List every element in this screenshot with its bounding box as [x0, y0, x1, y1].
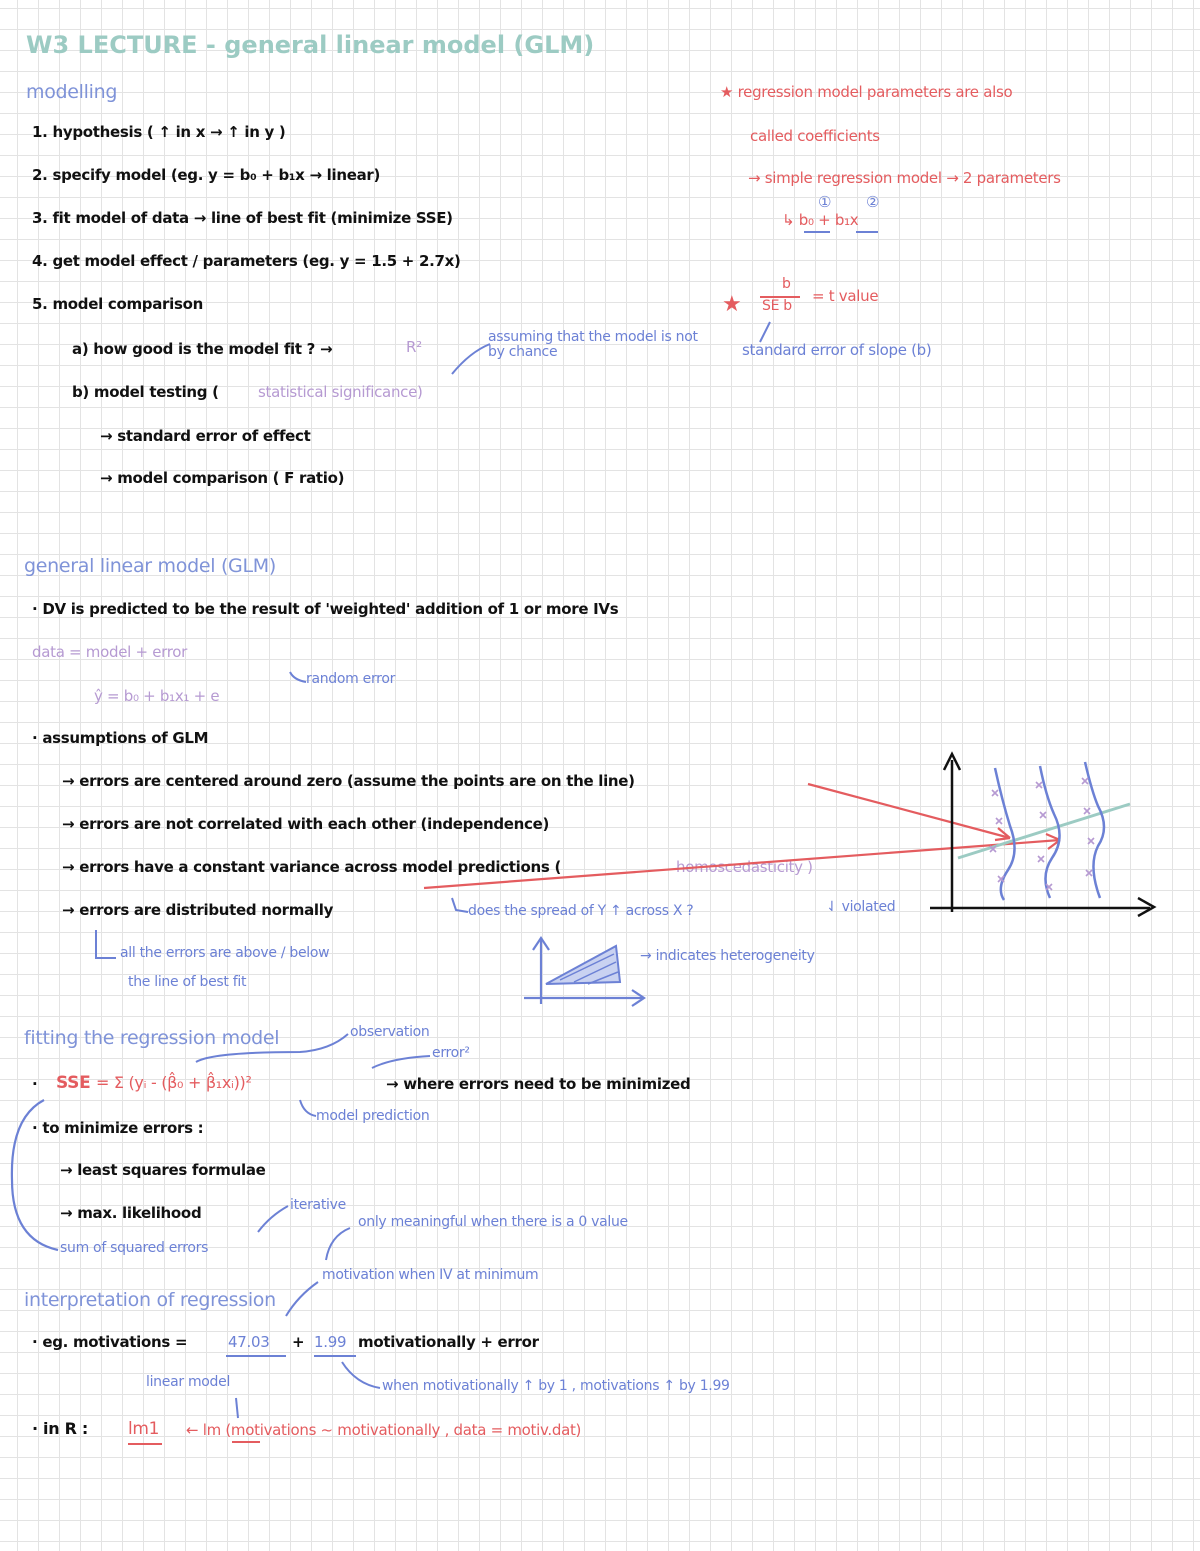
residuals-graph: [930, 754, 1154, 916]
variance-arrow: [424, 840, 1060, 888]
t-value: = t value: [812, 287, 879, 305]
bracket-note-1: all the errors are above / below: [120, 945, 330, 961]
iterative-connector: [258, 1206, 288, 1232]
plus-sign: +: [292, 1333, 305, 1351]
normal-bracket: [96, 930, 116, 958]
r-code-lm: ← lm (motivations ~ motivationally , data = motiv.dat): [186, 1421, 582, 1439]
se-slope-note: standard error of slope (b): [742, 341, 932, 359]
left-bracket: [12, 1100, 58, 1250]
heterogeneity-note: → indicates heterogeneity: [640, 948, 815, 964]
step-5: 5. model comparison: [32, 295, 204, 313]
sse-bullet: ·: [32, 1075, 38, 1093]
prediction-connector: [300, 1100, 316, 1116]
error-squared-note: error²: [432, 1045, 470, 1061]
minimize-heading: · to minimize errors :: [32, 1119, 204, 1137]
error-squared-connector: [372, 1056, 430, 1068]
step-1: 1. hypothesis ( ↑ in x → ↑ in y ): [32, 123, 286, 141]
observation-note: observation: [350, 1024, 430, 1040]
page-title: W3 LECTURE - general linear model (GLM): [26, 31, 595, 59]
zero-value-note: only meaningful when there is a 0 value: [358, 1214, 628, 1230]
zero-connector: [326, 1228, 350, 1260]
step-4: 4. get model effect / parameters (eg. y = 1.5 + 2.7x): [32, 252, 461, 270]
b0-b1x: ↳ b₀ + b₁x: [782, 211, 859, 229]
fitting-heading: fitting the regression model: [24, 1027, 280, 1049]
assumption-2: → errors are not correlated with each other (independence): [62, 815, 550, 833]
bracket-note-2: the line of best fit: [128, 974, 247, 990]
lm-connector: [236, 1398, 238, 1418]
assumption-1: → errors are centered around zero (assume the points are on the line): [62, 772, 635, 790]
assumptions-heading: · assumptions of GLM: [32, 729, 209, 747]
assumption-3: → errors have a constant variance across model predictions (: [62, 858, 562, 876]
heterogeneity-mini-graph: [524, 938, 644, 1006]
step-3: 3. fit model of data → line of best fit (minimize SSE): [32, 209, 453, 227]
centered-arrow: [808, 784, 1010, 838]
f-ratio-bullet: → model comparison ( F ratio): [100, 469, 345, 487]
assuming-connector: [452, 344, 490, 374]
r-prefix: · in R :: [32, 1419, 88, 1438]
comparison-b: b) model testing (: [72, 383, 219, 401]
data-model-error: data = model + error: [32, 643, 188, 661]
violated-note: ⇃ violated: [826, 899, 896, 915]
random-error-note: random error: [306, 671, 396, 687]
step-2: 2. specify model (eg. y = b₀ + b₁x → linear): [32, 166, 381, 184]
sse-label: SSE: [56, 1073, 91, 1093]
random-error-connector: [290, 672, 306, 682]
max-likelihood: → max. likelihood: [60, 1204, 202, 1222]
spread-bracket: [452, 898, 468, 912]
homoscedasticity: homoscedasticity ): [676, 858, 813, 876]
slope-value: 1.99: [314, 1333, 347, 1351]
sse-formula: = Σ (yᵢ - (β̂₀ + β̂₁xᵢ))²: [96, 1073, 252, 1092]
observation-connector: [196, 1034, 348, 1062]
minimum-connector: [286, 1282, 318, 1316]
assumption-4: → errors are distributed normally: [62, 901, 334, 919]
statistical-significance: statistical significance): [258, 383, 423, 401]
slope-connector: [342, 1362, 380, 1388]
coefficients-note-2: called coefficients: [750, 127, 880, 145]
regression-eq-prefix: · eg. motivations =: [32, 1333, 188, 1351]
coefficients-note-1: ★ regression model parameters are also: [720, 83, 1013, 101]
regression-eq-suffix: motivationally + error: [358, 1333, 539, 1351]
slope-interpretation-note: when motivationally ↑ by 1 , motivations ↑ by 1.99: [382, 1378, 730, 1394]
spread-note: does the spread of Y ↑ across X ?: [468, 903, 694, 919]
minimum-note: motivation when IV at minimum: [322, 1267, 539, 1283]
modelling-heading: modelling: [26, 81, 118, 103]
r-object-lm1: lm1: [128, 1419, 160, 1439]
glm-heading: general linear model (GLM): [24, 555, 276, 577]
parameters-note: → simple regression model → 2 parameters: [748, 169, 1061, 187]
fraction-top: b: [782, 276, 791, 292]
standard-error-bullet: → standard error of effect: [100, 427, 311, 445]
model-prediction-note: model prediction: [316, 1108, 430, 1124]
circled-two: ②: [866, 193, 880, 211]
least-squares: → least squares formulae: [60, 1161, 266, 1179]
intercept-value: 47.03: [228, 1333, 270, 1351]
glm-bullet-1: · DV is predicted to be the result of 'weighted' addition of 1 or more IVs: [32, 600, 619, 618]
sse-note: → where errors need to be minimized: [386, 1075, 691, 1093]
fraction-bottom: SE b: [762, 298, 792, 314]
star-icon: ★: [722, 292, 742, 317]
se-connector: [760, 322, 770, 342]
linear-model-note: linear model: [146, 1374, 231, 1390]
interpretation-heading: interpretation of regression: [24, 1289, 276, 1311]
circled-one: ①: [818, 193, 832, 211]
sum-squared-note: sum of squared errors: [60, 1240, 209, 1256]
iterative-note: iterative: [290, 1197, 346, 1213]
glm-equation: ŷ = b₀ + b₁x₁ + e: [94, 687, 220, 705]
comparison-a: a) how good is the model fit ? →: [72, 340, 333, 358]
r-squared: R²: [406, 338, 422, 356]
chance-note: assuming that the model is not by chance: [488, 329, 698, 361]
